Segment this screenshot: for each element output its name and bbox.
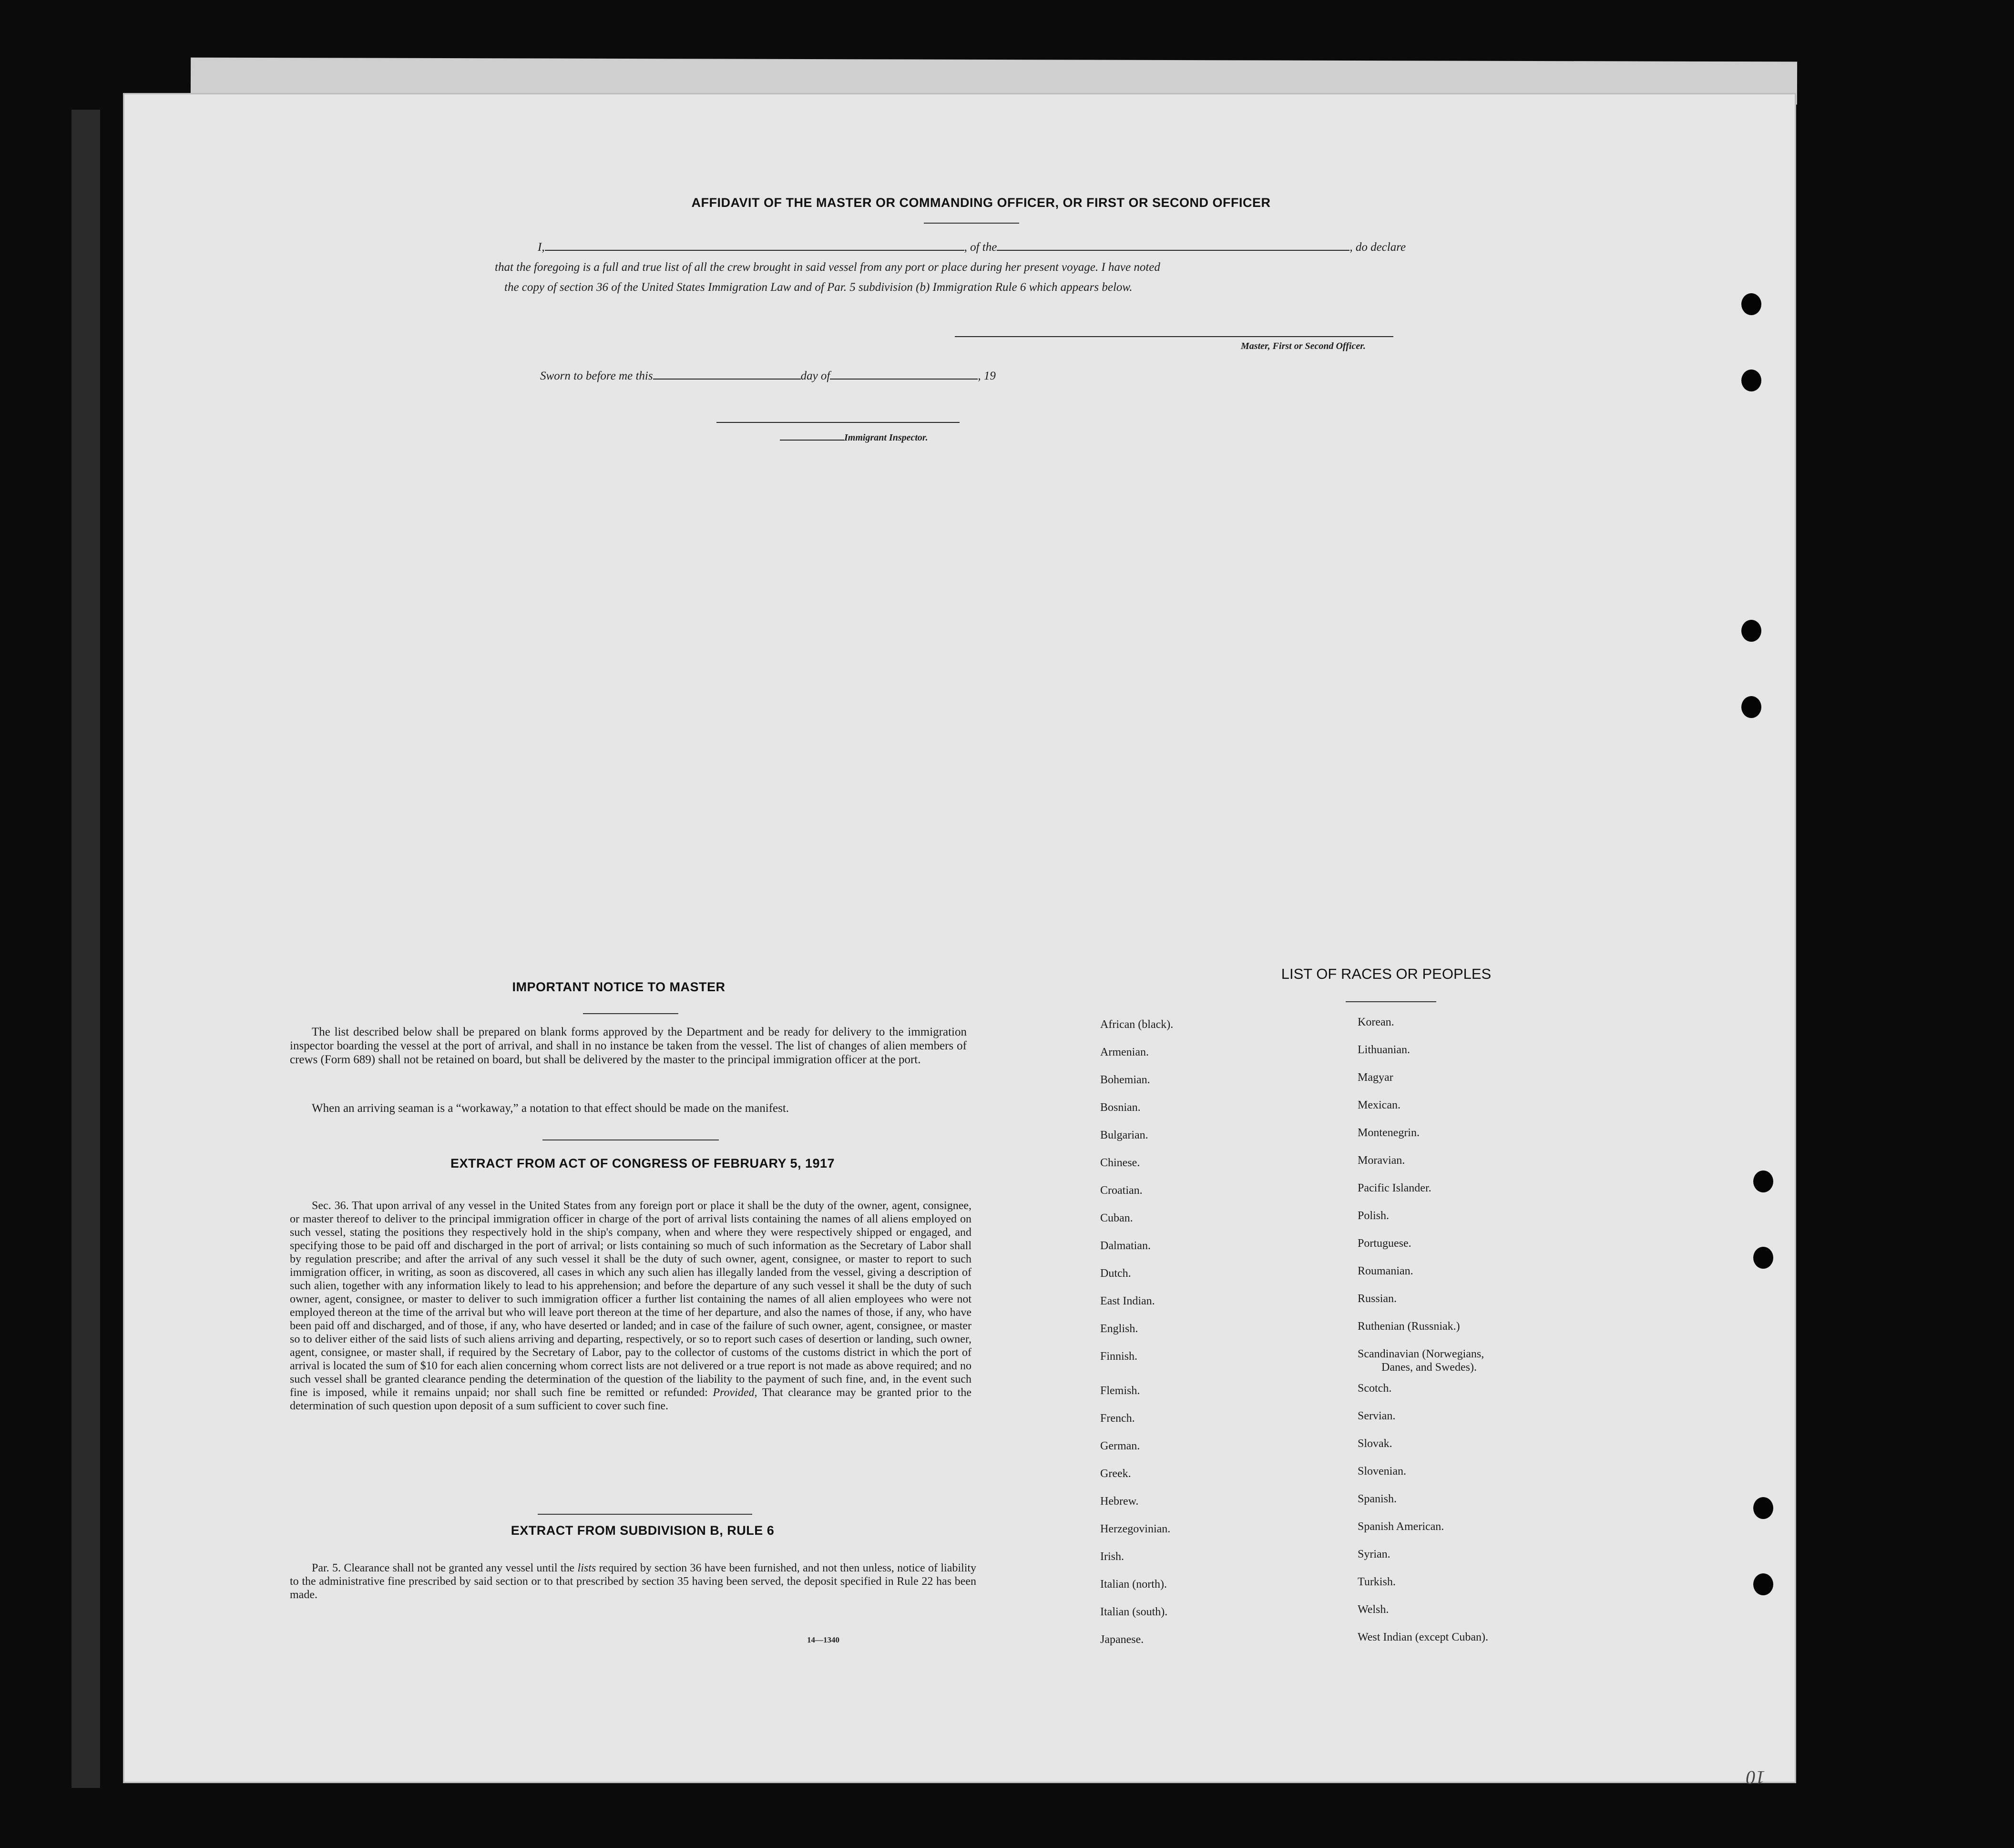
rule-6-body-end: required by section 36 have been furnished, and not then unless, notice of liability to the administrative fine prescribed by said section or to that prescribed by section 35 having been served, the deposit specified in Rule 22 has been made. <box>290 1562 977 1601</box>
race-item: Irish. <box>1100 1550 1124 1563</box>
race-item: Russian. <box>1358 1293 1397 1305</box>
race-item: Herzegovinian. <box>1100 1523 1171 1535</box>
affidavit-line-1 <box>538 241 1406 254</box>
affidavit-of-the: , of the <box>964 241 997 254</box>
punch-hole <box>1753 1497 1773 1519</box>
punch-hole <box>1741 370 1761 391</box>
day-of-text: day of <box>800 370 830 382</box>
sworn-line <box>540 370 996 383</box>
affidavit-i: I, <box>538 241 545 254</box>
rule-6-text <box>290 1561 976 1602</box>
race-item: Polish. <box>1358 1210 1390 1222</box>
race-item: Magyar <box>1358 1071 1393 1084</box>
title-divider <box>924 223 1019 224</box>
notice-paragraph-1 <box>290 1025 967 1067</box>
race-item: German. <box>1100 1440 1140 1452</box>
race-item: Lithuanian. <box>1358 1044 1410 1056</box>
binder-edge <box>72 110 100 1788</box>
section-36-body: Sec. 36. That upon arrival of any vessel in the United States from any foreign port or place it shall be the duty of the owner, agent, consignee, or master thereof to deliver to the principal immigration officer in charge of the port of arrival lists containing the names of all aliens employed on such vessel, stating the positions they respectively hold in the ship's company, when and where they were respectively shipped or engaged, and specifying those to be paid off and discharged in the port of arrival; or lists containing so much of such information as the Secretary of Labor shall by regulation prescribe; and after the arrival of any such vessel it shall be the duty of such owner, agent, consignee, or master to report to such immigration officer, in writing, as soon as discovered, all cases in which any such alien has illegally landed from the vessel, giving a description of such alien, together with any information likely to lead to his apprehension; and before the departure of any such vessel it shall be the duty of such owner, agent, consignee, or master to deliver to such immigration officer a further list containing the names of all alien employees who were not employed thereon at the time of the arrival but who will leave port thereon at the time of her departure, and also the names of those, if any, who have been paid off and discharged, and of those, if any, who have deserted or landed; and in case of the failure of such owner, agent, consignee, or master so to deliver either of the said lists of such aliens arriving and departing, respectively, or so to report such cases of desertion or landing, such owner, agent, consignee, or master shall, if required by the Secretary of Labor, pay to the collector of customs of the customs district in which the port of arrival is located the sum of $10 for each alien concerning whom correct lists are not delivered or a true report is not made as above required; and no such vessel shall be granted clearance pending the determination of the question of the liability to the payment of such fine, and, in the event such fine is imposed, while it remains unpaid; nor shall such fine be remitted or refunded: <box>290 1200 971 1399</box>
rule-6-lists: lists <box>577 1562 596 1574</box>
race-item: Bulgarian. <box>1100 1129 1148 1141</box>
race-item: Roumanian. <box>1358 1265 1413 1277</box>
act-end-divider <box>538 1514 752 1515</box>
inspector-signature-line[interactable] <box>716 422 960 423</box>
race-item: Syrian. <box>1358 1548 1390 1561</box>
race-item: Dutch. <box>1100 1267 1131 1280</box>
extract-act-title: EXTRACT FROM ACT OF CONGRESS OF FEBRUARY 5, 1917 <box>450 1156 835 1170</box>
race-item: Japanese. <box>1100 1633 1144 1646</box>
race-item: Moravian. <box>1358 1154 1405 1167</box>
signature-line[interactable] <box>955 336 1393 337</box>
notice-para2-text: When an arriving seaman is a “workaway,” a notation to that effect should be made on the manifest. <box>312 1102 789 1115</box>
race-item: Dalmatian. <box>1100 1240 1151 1252</box>
notice-para1-text: The list described below shall be prepared on blank forms approved by the Department and be ready for delivery to the immigration inspector boarding the vessel at the port of arrival, and shall in no instance be taken from the vessel. The list of changes of alien members of crews (Form 689) shall not be retained on board, but shall be delivered by the master to the principal immigration officer at the port. <box>290 1026 967 1066</box>
race-item: Armenian. <box>1100 1046 1149 1058</box>
vessel-blank[interactable] <box>997 250 1349 251</box>
punch-hole <box>1753 1247 1773 1269</box>
race-item: English. <box>1100 1323 1138 1335</box>
race-item: Ruthenian (Russniak.) <box>1358 1320 1460 1333</box>
section-36-body-end: That clearance may be granted prior to the determination of such question upon deposit of a sum sufficient to cover such fine. <box>290 1386 971 1412</box>
race-item: Pacific Islander. <box>1358 1182 1431 1194</box>
race-item: Scotch. <box>1358 1382 1392 1395</box>
rule-6-body: Par. 5. Clearance shall not be granted any vessel until the <box>312 1562 575 1574</box>
sworn-text: Sworn to before me this <box>540 370 653 382</box>
race-item: Spanish. <box>1358 1493 1397 1505</box>
race-item: Greek. <box>1100 1468 1131 1480</box>
race-item: East Indian. <box>1100 1295 1155 1307</box>
race-item: Bohemian. <box>1100 1074 1150 1086</box>
race-item: Croatian. <box>1100 1184 1143 1197</box>
race-item: Slovenian. <box>1358 1465 1406 1478</box>
race-item: Servian. <box>1358 1410 1396 1422</box>
name-blank[interactable] <box>545 250 964 251</box>
race-item: Korean. <box>1358 1016 1394 1028</box>
race-item: Portuguese. <box>1358 1237 1411 1250</box>
races-divider <box>1346 1001 1436 1002</box>
race-item: Chinese. <box>1100 1157 1140 1169</box>
affidavit-declare: , do declare <box>1349 241 1406 254</box>
race-item: West Indian (except Cuban). <box>1358 1631 1488 1643</box>
affidavit-line-3: the copy of section 36 of the United States Immigration Law and of Par. 5 subdivision (b) Immigration Rule 6 which appears below. <box>504 281 1133 294</box>
punch-hole <box>1753 1573 1773 1595</box>
race-item: Finnish. <box>1100 1350 1138 1363</box>
punch-hole <box>1741 293 1761 315</box>
affidavit-line-2: that the foregoing is a full and true list of all the crew brought in said vessel from any port or place during her present voyage. I have noted <box>495 261 1160 274</box>
inspector-line <box>780 432 928 443</box>
inspector-blank[interactable] <box>780 440 844 441</box>
race-item: African (black). <box>1100 1018 1174 1031</box>
document-page <box>123 93 1796 1788</box>
race-item: Cuban. <box>1100 1212 1133 1224</box>
section-36-provided: Provided, <box>713 1386 757 1399</box>
race-item: French. <box>1100 1412 1135 1425</box>
punch-hole <box>1753 1170 1773 1192</box>
race-item: Spanish American. <box>1358 1520 1444 1533</box>
race-item: Hebrew. <box>1100 1495 1139 1508</box>
form-number: 14—1340 <box>807 1635 839 1644</box>
race-item: Welsh. <box>1358 1603 1389 1616</box>
notice-divider <box>583 1013 678 1014</box>
race-item: Bosnian. <box>1100 1101 1141 1114</box>
month-blank[interactable] <box>830 379 978 380</box>
notice-paragraph-2 <box>290 1101 967 1115</box>
race-item: Italian (north). <box>1100 1578 1167 1591</box>
race-item: Montenegrin. <box>1358 1127 1420 1139</box>
day-blank[interactable] <box>653 379 801 380</box>
affidavit-title: AFFIDAVIT OF THE MASTER OR COMMANDING OFFICER, OR FIRST OR SECOND OFFICER <box>691 195 1271 210</box>
year-text: , 19 <box>978 370 996 382</box>
races-title: LIST OF RACES OR PEOPLES <box>1281 965 1492 982</box>
punch-hole <box>1741 620 1761 642</box>
section-36-text <box>290 1199 971 1413</box>
race-item: Mexican. <box>1358 1099 1401 1111</box>
race-item: Slovak. <box>1358 1437 1392 1450</box>
signature-label: Master, First or Second Officer. <box>1241 341 1366 351</box>
race-item: Scandinavian (Norwegians, <box>1358 1348 1484 1360</box>
race-item: Turkish. <box>1358 1576 1396 1588</box>
margin-note: 10 <box>1746 1767 1765 1788</box>
inspector-label: Immigrant Inspector. <box>844 432 928 443</box>
extract-rule-title: EXTRACT FROM SUBDIVISION B, RULE 6 <box>511 1523 775 1538</box>
race-item: Italian (south). <box>1100 1606 1168 1618</box>
notice-title: IMPORTANT NOTICE TO MASTER <box>512 980 726 994</box>
race-item: Flemish. <box>1100 1385 1140 1397</box>
race-item: Danes, and Swedes). <box>1381 1361 1477 1374</box>
punch-hole <box>1741 696 1761 718</box>
